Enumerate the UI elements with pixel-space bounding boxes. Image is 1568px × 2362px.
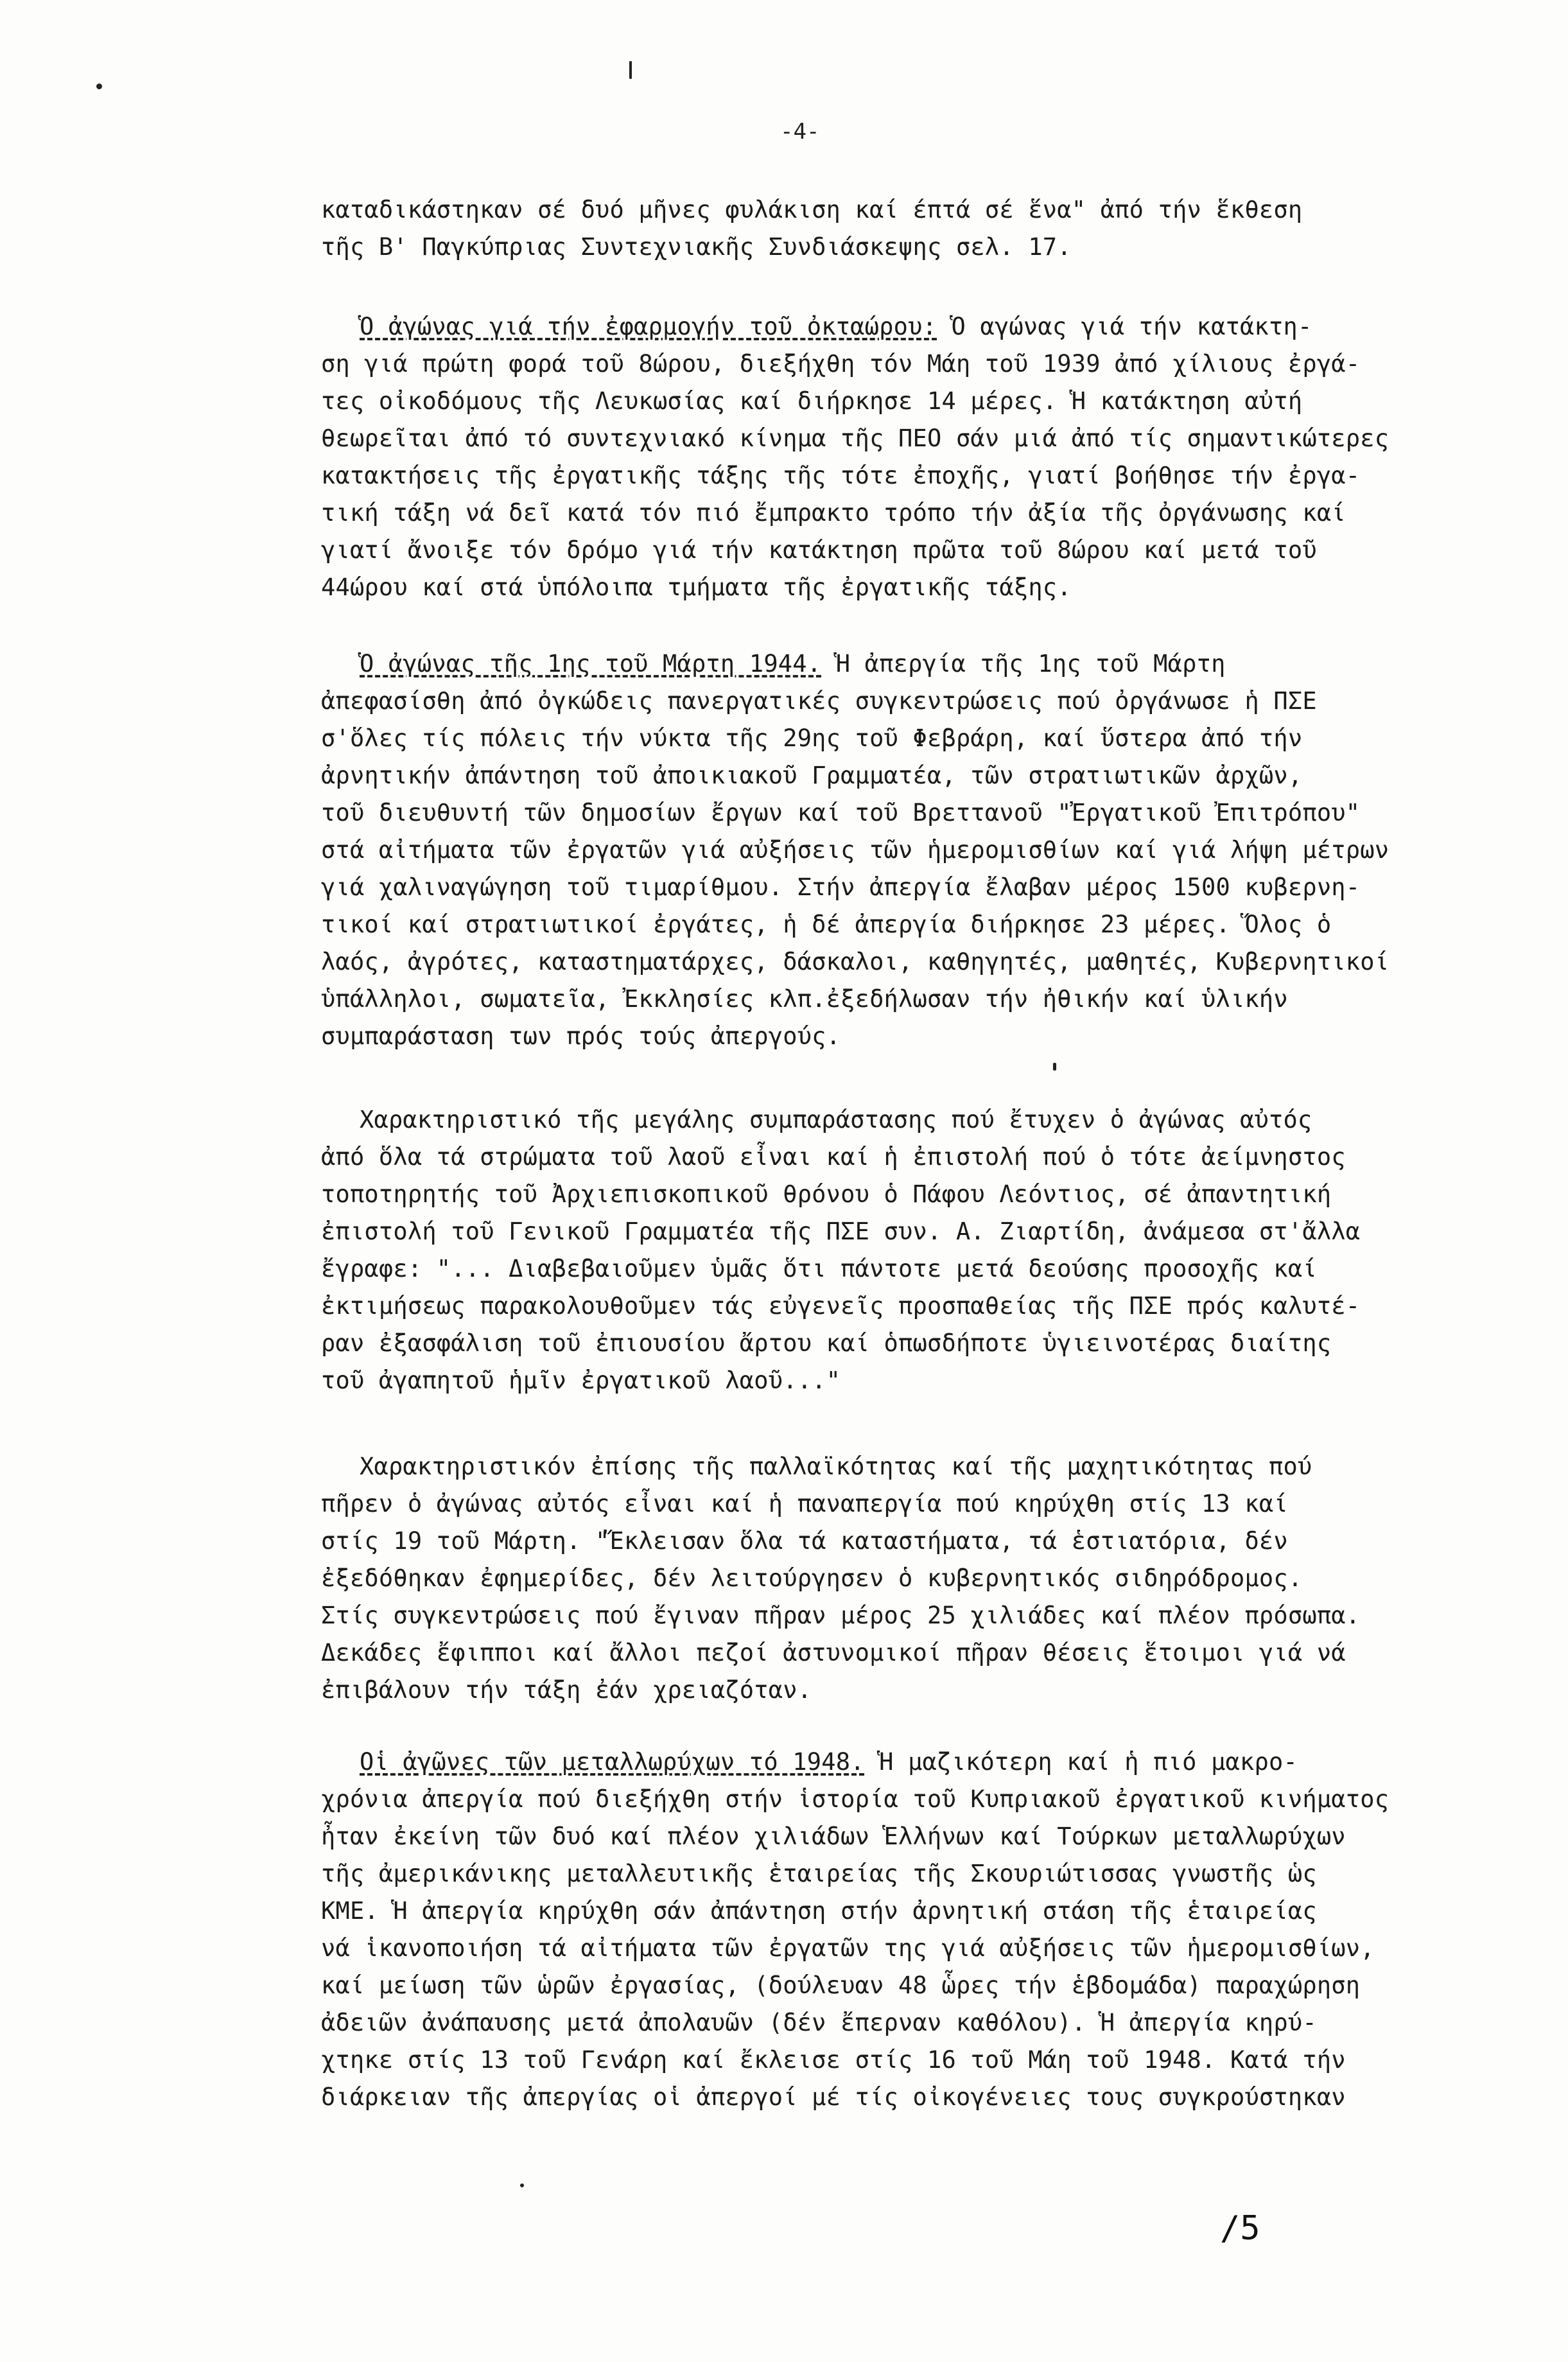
text-line: ἐπιβάλουν τήν τάξη ἐάν χρειαζόταν. xyxy=(321,1676,812,1704)
section-heading: Ὁ ἀγώνας τῆς 1ης τοῦ Μάρτη 1944. xyxy=(360,650,822,678)
text-line: διάρκειαν τῆς ἀπεργίας οἱ ἀπεργοί μέ τίς οἰκογένειες τους συγκρούστηκαν xyxy=(321,2083,1346,2111)
section-first-line xyxy=(321,308,1458,346)
text-line: γιατί ἄνοιξε τόν δρόμο γιά τήν κατάκτηση πρῶτα τοῦ 8ώρου καί μετά τοῦ xyxy=(321,536,1317,564)
text-line: ἦταν ἐκείνη τῶν δυό καί πλέον χιλιάδων Ἑλλήνων καί Τούρκων μεταλλωρύχων xyxy=(321,1823,1346,1850)
paragraph-support xyxy=(321,1101,1458,1399)
scan-speck xyxy=(629,61,632,79)
section-heading: Οἱ ἀγῶνες τῶν μεταλλωρύχων τό 1948. xyxy=(360,1748,865,1776)
text-line: τικοί καί στρατιωτικοί ἐργάτες, ἡ δέ ἀπεργία διήρκησε 23 μέρες. Ὅλος ὁ xyxy=(321,911,1332,938)
text-line: συμπαράσταση των πρός τούς ἀπεργούς. xyxy=(321,1022,841,1050)
text-line: χρόνια ἀπεργία πού διεξήχθη στήν ἱστορία τοῦ Κυπριακοῦ ἐργατικοῦ κινήματος xyxy=(321,1785,1389,1813)
text-line: ἐκτιμήσεως παρακολουθοῦμεν τάς εὐγενεῖς προσπαθείας τῆς ΠΣΕ πρός καλυτέ- xyxy=(321,1292,1361,1320)
text-run: Ἡ ἀπεργία τῆς 1ης τοῦ Μάρτη xyxy=(821,650,1226,678)
text-line: λαός, ἀγρότες, καταστηματάρχες, δάσκαλοι, καθηγητές, μαθητές, Κυβερνητικοί xyxy=(321,948,1389,975)
text-line: στά αἰτήματα τῶν ἐργατῶν γιά αὐξήσεις τῶν ἡμερομισθίων καί γιά λήψη μέτρων xyxy=(321,836,1389,864)
text-line: ραν ἐξασφάλιση τοῦ ἐπιουσίου ἄρτου καί ὁπωσδήποτε ὑγιεινοτέρας διαίτης xyxy=(321,1329,1332,1357)
text-line: καταδικάστηκαν σέ δυό μῆνες φυλάκιση καί έπτά σέ ἕνα" ἀπό τήν ἕκθεση xyxy=(321,196,1303,223)
text-line: κατακτήσεις τῆς ἐργατικῆς τάξης τῆς τότε ἐποχῆς, γιατί βοήθησε τήν ἐργα- xyxy=(321,462,1361,489)
text-line: ὑπάλληλοι, σωματεῖα, Ἐκκλησίες κλπ.ἐξεδήλωσαν τήν ἠθικήν καί ὑλικήν xyxy=(321,985,1288,1013)
text-line: Χαρακτηριστικό τῆς μεγάλης συμπαράστασης πού ἔτυχεν ὁ ἀγώνας αὐτός xyxy=(360,1106,1312,1133)
text-line: Στίς συγκεντρώσεις πού ἔγιναν πῆραν μέρος 25 χιλιάδες καί πλέον πρόσωπα. xyxy=(321,1602,1361,1629)
intro-paragraph xyxy=(321,191,1458,266)
section-heading: Ὁ ἀγώνας γιά τήν ἐφαρμογήν τοῦ ὀκταώρου: xyxy=(360,313,937,340)
text-line: γιά χαλιναγώγηση τοῦ τιμαρίθμου. Στήν ἀπεργία ἔλαβαν μέρος 1500 κυβερνη- xyxy=(321,873,1361,901)
text-line: στίς 19 τοῦ Μάρτη. "Ἔκλεισαν ὅλα τά καταστήματα, τά ἑστιατόρια, δέν xyxy=(321,1527,1288,1555)
scan-speck xyxy=(520,2183,524,2187)
text-line: 44ώρου καί στά ὑπόλοιπα τμήματα τῆς ἐργατικῆς τάξης. xyxy=(321,573,1072,601)
text-line: τοῦ ἀγαπητοῦ ἡμῖν ἐργατικοῦ λαοῦ..." xyxy=(321,1367,841,1394)
section-march-1944 xyxy=(321,645,1458,1055)
text-line: ση γιά πρώτη φορά τοῦ 8ώρου, διεξήχθη τόν Μάη τοῦ 1939 ἀπό χίλιους ἐργά- xyxy=(321,350,1361,378)
scan-speck xyxy=(96,83,102,89)
page-number: -4- xyxy=(780,119,820,144)
text-line: ἀπεφασίσθη ἀπό ὀγκώδεις πανεργατικές συγκεντρώσεις πού ὀργάνωσε ἡ ΠΣΕ xyxy=(321,687,1317,715)
text-line: ἐπιστολή τοῦ Γενικοῦ Γραμματέα τῆς ΠΣΕ συν. Α. Ζιαρτίδη, ἀνάμεσα στ'ἄλλα xyxy=(321,1218,1361,1245)
section-first-line xyxy=(321,1744,1458,1781)
text-line: τοῦ διευθυντή τῶν δημοσίων ἔργων καί τοῦ Βρεττανοῦ "Ἐργατικοῦ Ἐπιτρόπου" xyxy=(321,799,1361,827)
text-line: ἀπό ὅλα τά στρώματα τοῦ λαοῦ εἶναι καί ἡ ἐπιστολή πού ὁ τότε ἀείμνηστος xyxy=(321,1143,1346,1171)
scan-speck xyxy=(1053,1063,1056,1071)
text-run: Ἡ μαζικότερη καί ἡ πιό μακρο- xyxy=(864,1748,1298,1776)
text-line: ἐξεδόθηκαν ἐφημερίδες, δέν λειτούργησεν ὁ κυβερνητικός σιδηρόδρομος. xyxy=(321,1564,1303,1592)
text-run: Ὁ αγώνας γιά τήν κατάκτη- xyxy=(937,313,1312,340)
text-line: θεωρεῖται ἀπό τό συντεχνιακό κίνημα τῆς ΠΕΟ σάν μιά ἀπό τίς σημαντικώτερες xyxy=(321,424,1389,452)
text-line: σ'ὅλες τίς πόλεις τήν νύκτα τῆς 29ης τοῦ Φεβράρη, καί ὕστερα ἀπό τήν xyxy=(321,724,1303,752)
text-line: ἀδειῶν ἀνάπαυσης μετά ἀπολαυῶν (δέν ἔπερναν καθόλου). Ἡ ἀπεργία κηρύ- xyxy=(321,2009,1317,2036)
text-line: τες οἰκοδόμους τῆς Λευκωσίας καί διήρκησε 14 μέρες. Ἡ κατάκτηση αὐτή xyxy=(321,387,1303,415)
text-line: ἀρνητικήν ἀπάντηση τοῦ ἀποικιακοῦ Γραμματέα, τῶν στρατιωτικῶν ἀρχῶν, xyxy=(321,762,1303,789)
text-line: χτηκε στίς 13 τοῦ Γενάρη καί ἔκλεισε στίς 16 τοῦ Μάη τοῦ 1948. Κατά τήν xyxy=(321,2046,1346,2074)
text-line: τική τάξη νά δεῖ κατά τόν πιό ἔμπρακτο τρόπο τήν ἀξία τῆς ὀργάνωσης καί xyxy=(321,499,1346,527)
text-line: Χαρακτηριστικόν ἐπίσης τῆς παλλαϊκότητας καί τῆς μαχητικότητας πού xyxy=(360,1453,1312,1480)
text-line: καί μείωση τῶν ὡρῶν ἐργασίας, (δούλευαν 48 ὧρες τήν ἑβδομάδα) παραχώρηση xyxy=(321,1972,1361,1999)
paragraph-strike xyxy=(321,1448,1458,1709)
continuation-mark: /5 xyxy=(1220,2209,1260,2248)
section-miners-1948 xyxy=(321,1744,1458,2116)
section-first-line xyxy=(321,645,1458,683)
text-line: τῆς ἀμερικάνικης μεταλλευτικῆς ἑταιρείας τῆς Σκουριώτισσας γνωστῆς ὡς xyxy=(321,1860,1317,1887)
text-line: Δεκάδες ἔφιπποι καί ἄλλοι πεζοί ἀστυνομικοί πῆραν θέσεις ἕτοιμοι γιά νά xyxy=(321,1639,1346,1667)
text-line: ΚΜΕ. Ἡ ἀπεργία κηρύχθη σάν ἀπάντηση στήν ἀρνητική στάση τῆς ἑταιρείας xyxy=(321,1897,1317,1925)
text-line: τῆς Β' Παγκύπριας Συντεχνιακῆς Συνδιάσκεψης σελ. 17. xyxy=(321,233,1072,261)
text-line: νά ἱκανοποιήση τά αἰτήματα τῶν ἐργατῶν της γιά αὐξήσεις τῶν ἡμερομισθίων, xyxy=(321,1934,1375,1962)
text-line: ἔγραφε: "... Διαβεβαιοῦμεν ὑμᾶς ὅτι πάντοτε μετά δεούσης προσοχῆς καί xyxy=(321,1255,1317,1282)
text-line: πῆρεν ὁ ἀγώνας αὐτός εἶναι καί ἡ παναπεργία πού κηρύχθη στίς 13 καί xyxy=(321,1490,1288,1518)
section-octaoro xyxy=(321,308,1458,606)
text-line: τοποτηρητής τοῦ Ἀρχιεπισκοπικοῦ θρόνου ὁ Πάφου Λεόντιος, σέ ἀπαντητική xyxy=(321,1180,1332,1208)
